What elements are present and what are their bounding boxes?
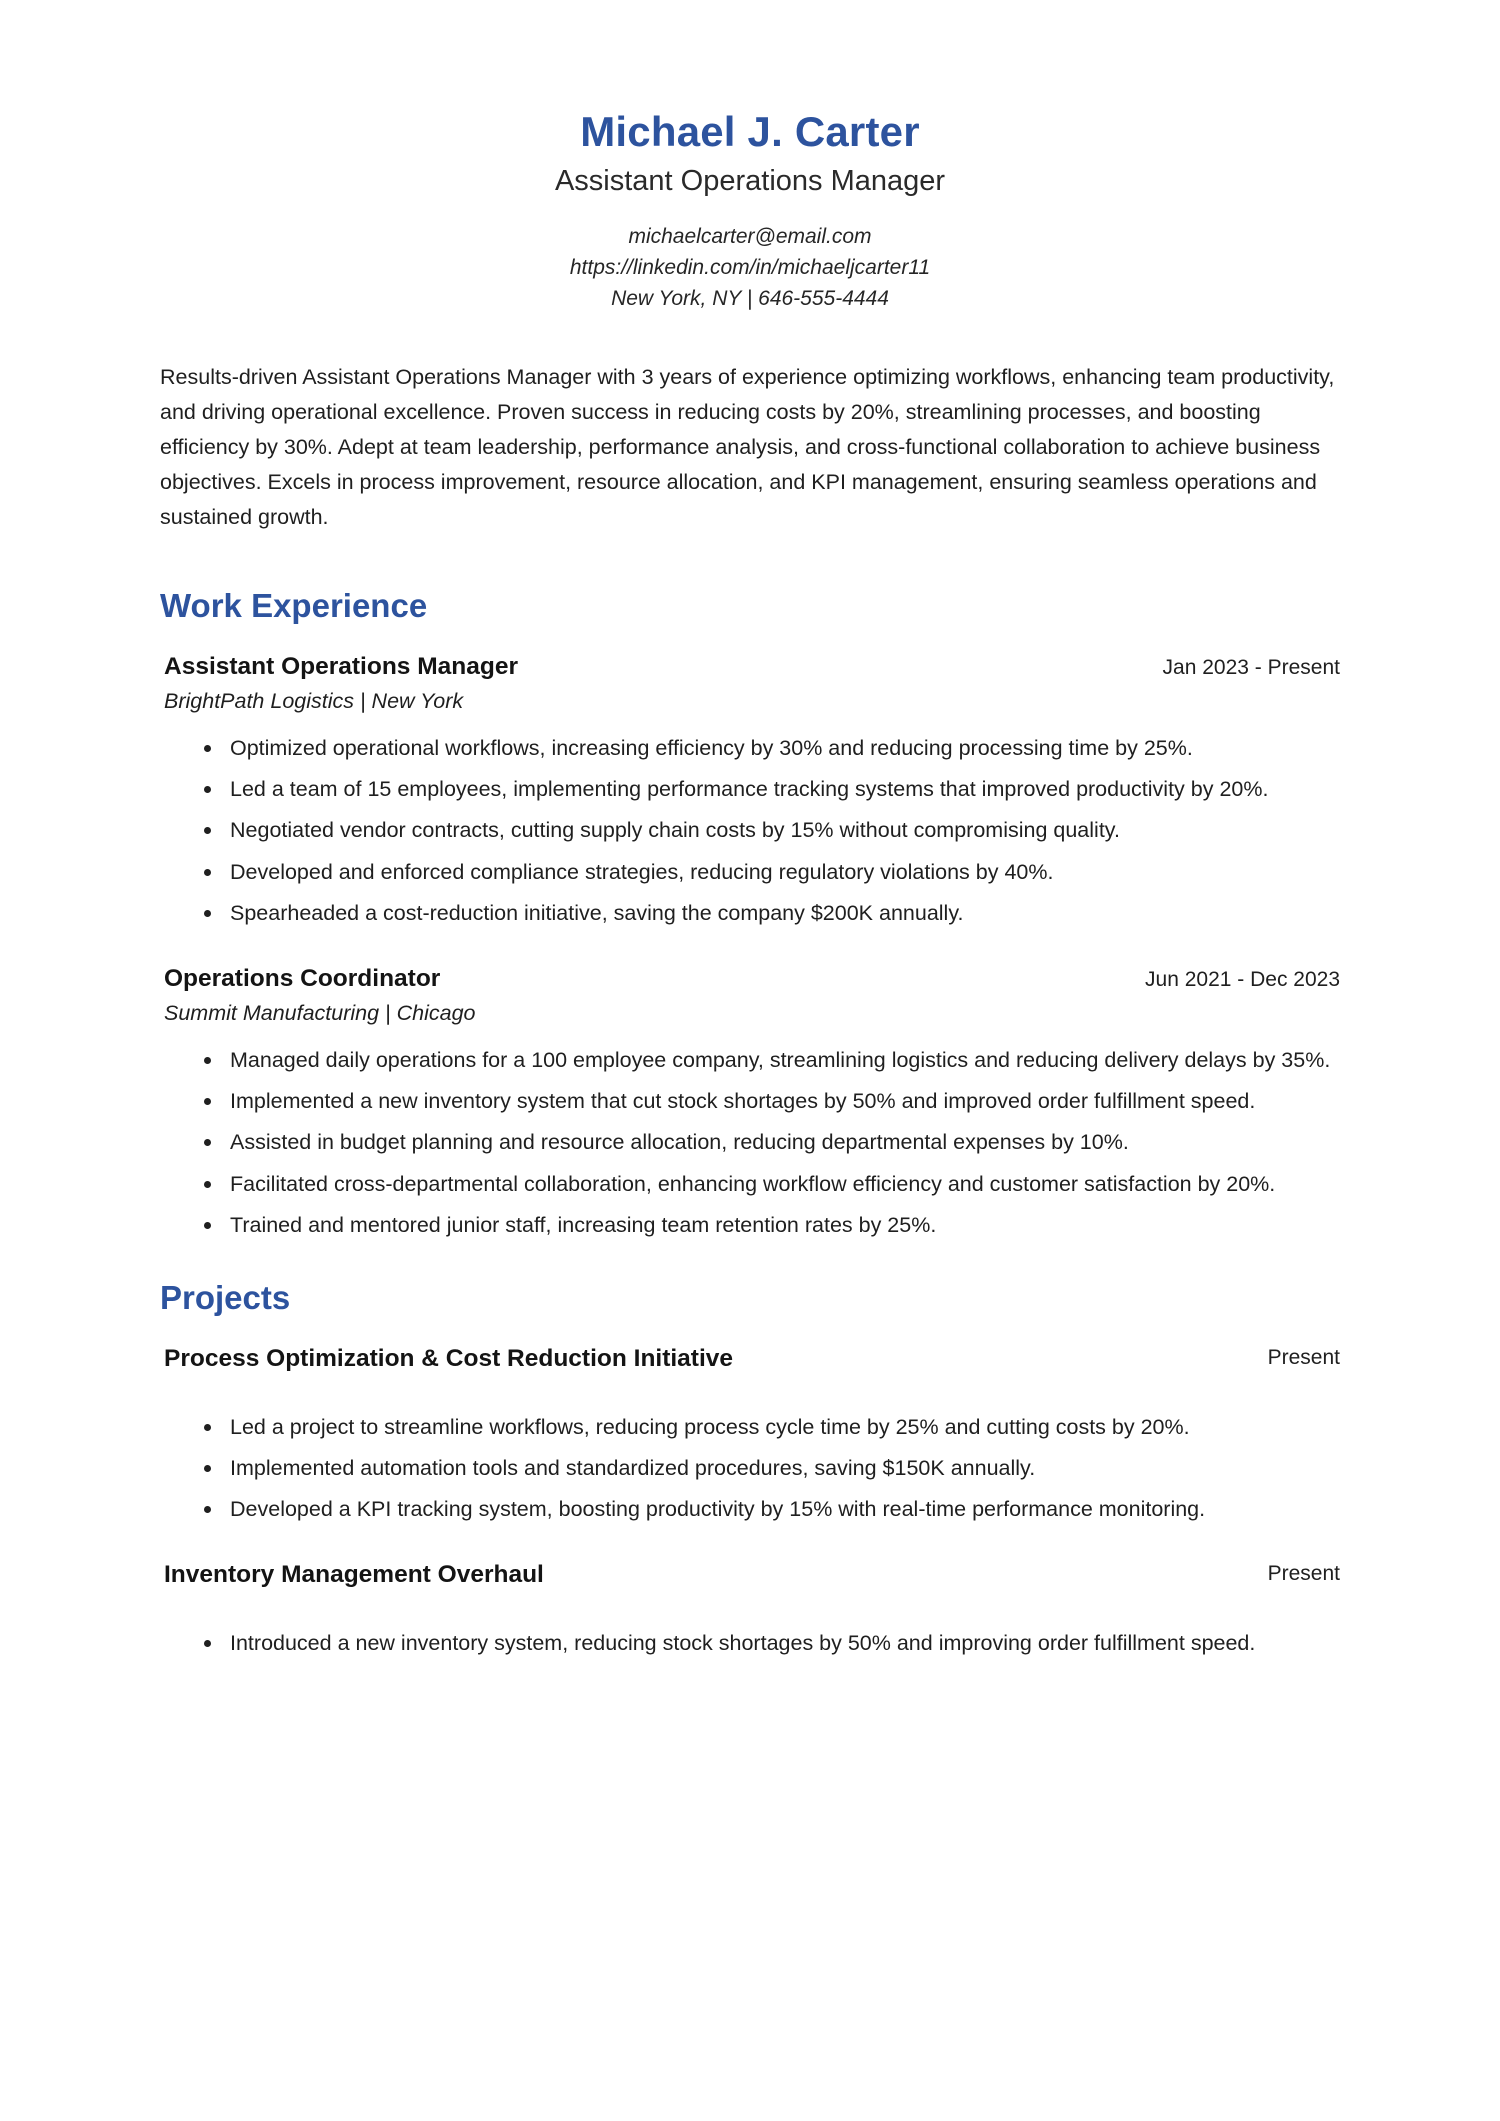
experience-entry [160, 964, 1340, 1242]
list-item: Introduced a new inventory system, reducing stock shortages by 50% and improving order fulfillment speed. [226, 1627, 1340, 1660]
resume-sections [160, 586, 1340, 1660]
experience-entry [160, 652, 1340, 930]
list-item: Negotiated vendor contracts, cutting supply chain costs by 15% without compromising quality. [226, 814, 1340, 847]
list-item: Developed and enforced compliance strategies, reducing regulatory violations by 40%. [226, 856, 1340, 889]
list-item: Spearheaded a cost-reduction initiative, saving the company $200K annually. [226, 897, 1340, 930]
list-item: Led a team of 15 employees, implementing performance tracking systems that improved productivity by 20%. [226, 773, 1340, 806]
list-item: Trained and mentored junior staff, increasing team retention rates by 25%. [226, 1209, 1340, 1242]
entry-title: Process Optimization & Cost Reduction Initiative [164, 1344, 734, 1372]
entry-bullet-list [164, 732, 1340, 931]
entry-header-row [164, 964, 1340, 995]
list-item: Led a project to streamline workflows, reducing process cycle time by 25% and cutting costs by 20%. [226, 1411, 1340, 1444]
section-heading: Projects [160, 1279, 291, 1317]
contact-email[interactable]: michaelcarter@email.com [628, 225, 872, 249]
contact-linkedin-url[interactable]: https://linkedin.com/in/michaeljcarter11 [569, 256, 931, 280]
list-item: Assisted in budget planning and resource allocation, reducing departmental expenses by 10%. [226, 1126, 1340, 1159]
page-title: Michael J. Carter [580, 108, 920, 155]
entry-header-row [164, 1344, 1340, 1375]
entry-organization-location: Summit Manufacturing | Chicago [164, 1000, 476, 1025]
entry-date-range: Jun 2021 - Dec 2023 [1145, 968, 1340, 992]
entry-date-range: Present [1267, 1345, 1340, 1369]
section-projects [160, 1278, 1340, 1660]
professional-summary: Results-driven Assistant Operations Manager with 3 years of experience optimizing workflows, enhancing team productivity, and driving operational excellence. Proven success in reducing costs by 20%, streamlining processes, and boosting efficiency by 30%. Adept at team leadership, performance analysis, and cross-functional collaboration to achieve business objectives. Excels in process improvement, resource allocation, and KPI management, ensuring seamless operations and sustained growth. [160, 365, 1335, 529]
entry-date-range: Present [1267, 1562, 1340, 1586]
entry-bullet-list [164, 1627, 1340, 1660]
list-item: Developed a KPI tracking system, boosting productivity by 15% with real-time performance monitoring. [226, 1493, 1340, 1526]
entry-organization-location: BrightPath Logistics | New York [164, 688, 464, 713]
section-heading: Work Experience [160, 587, 428, 625]
resume-header [160, 108, 1340, 314]
entry-title: Inventory Management Overhaul [164, 1561, 544, 1589]
project-entry [160, 1344, 1340, 1527]
entry-bullet-list [164, 1044, 1340, 1243]
list-item: Facilitated cross-departmental collaboration, enhancing workflow efficiency and customer satisfaction by 20%. [226, 1168, 1340, 1201]
entry-header-row [164, 652, 1340, 683]
entry-date-range: Jan 2023 - Present [1162, 656, 1340, 680]
list-item: Implemented automation tools and standardized procedures, saving $150K annually. [226, 1452, 1340, 1485]
section-work-experience [160, 586, 1340, 1242]
entry-title: Assistant Operations Manager [164, 653, 518, 681]
project-entry [160, 1560, 1340, 1660]
entry-header-row [164, 1560, 1340, 1591]
headline-job-title: Assistant Operations Manager [554, 165, 946, 198]
entry-bullet-list [164, 1411, 1340, 1527]
entry-title: Operations Coordinator [164, 965, 441, 993]
list-item: Managed daily operations for a 100 employee company, streamlining logistics and reducing delivery delays by 35%. [226, 1044, 1340, 1077]
contact-location-phone: New York, NY | 646-555-4444 [611, 287, 889, 311]
list-item: Optimized operational workflows, increasing efficiency by 30% and reducing processing time by 25%. [226, 732, 1340, 765]
list-item: Implemented a new inventory system that cut stock shortages by 50% and improved order fulfillment speed. [226, 1085, 1340, 1118]
